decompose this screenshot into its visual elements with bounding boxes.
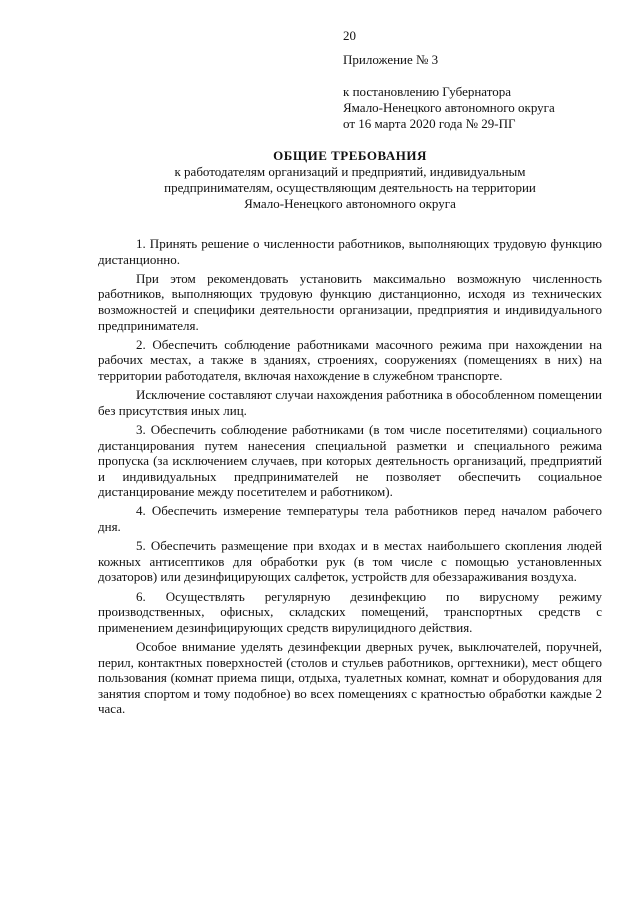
annex-header: [343, 52, 555, 132]
paragraph: Исключение составляют случаи нахождения работника в обособленном помещении без присутствия иных лиц.: [98, 387, 602, 418]
document-heading: [90, 148, 610, 212]
paragraph: 6. Осуществлять регулярную дезинфекцию по вирусному режиму производственных, офисных, складских помещений, транспортных средств с применением дезинфицирующих средств вирулицидного действия.: [98, 588, 602, 635]
paragraph: 5. Обеспечить размещение при входах и в местах наибольшего скопления людей кожных антисептиков для обработки рук (в том числе с помощью установленных дозаторов) или дезинфицирующих салфеток, устройств для обеззараживания воздуха.: [98, 538, 602, 585]
document-subtitle-line: к работодателям организаций и предприятий, индивидуальным: [174, 164, 526, 179]
paragraph: 1. Принять решение о численности работников, выполняющих трудовую функцию дистанционно.: [98, 236, 602, 267]
annex-line: к постановлению Губернатора: [343, 84, 512, 99]
document-title: ОБЩИЕ ТРЕБОВАНИЯ: [273, 148, 427, 163]
annex-title: Приложение № 3: [343, 52, 439, 67]
paragraph: При этом рекомендовать установить максимально возможную численность работников, выполняющих трудовую функцию дистанционно, исходя из технических возможностей и специфики деятельности организации, предприятия и индивидуального предпринимателя.: [98, 270, 602, 333]
annex-line: от 16 марта 2020 года № 29-ПГ: [343, 116, 516, 131]
paragraph: 2. Обеспечить соблюдение работниками масочного режима при нахождении на рабочих местах, а также в зданиях, строениях, сооружениях (помещениях в них) на территории работодателя, включая нахождение в служебном транспорте.: [98, 336, 602, 383]
document-subtitle-line: предпринимателям, осуществляющим деятельность на территории: [164, 180, 536, 195]
document-body: [98, 236, 602, 721]
paragraph: Особое внимание уделять дезинфекции дверных ручек, выключателей, поручней, перил, контактных поверхностей (столов и стульев работников, оргтехники), мест общего пользования (комнат приема пищи, отдыха, туалетных комнат, комнат и оборудования для занятия спортом и тому подобное) во всех помещениях с кратностью обработки каждые 2 часа.: [98, 639, 602, 717]
paragraph: 3. Обеспечить соблюдение работниками (в том числе посетителями) социального дистанцирования путем нанесения специальной разметки и специального режима пропуска (за исключением случаев, при которых деятельность организаций, предприятий и индивидуальных предпринимателей не позволяет обеспечить социальное дистанцирование между посетителем и работником).: [98, 421, 602, 500]
annex-line: Ямало-Ненецкого автономного округа: [343, 100, 555, 115]
paragraph: 4. Обеспечить измерение температуры тела работников перед началом рабочего дня.: [98, 503, 602, 535]
page-number: 20: [343, 28, 356, 43]
document-subtitle-line: Ямало-Ненецкого автономного округа: [244, 196, 456, 211]
